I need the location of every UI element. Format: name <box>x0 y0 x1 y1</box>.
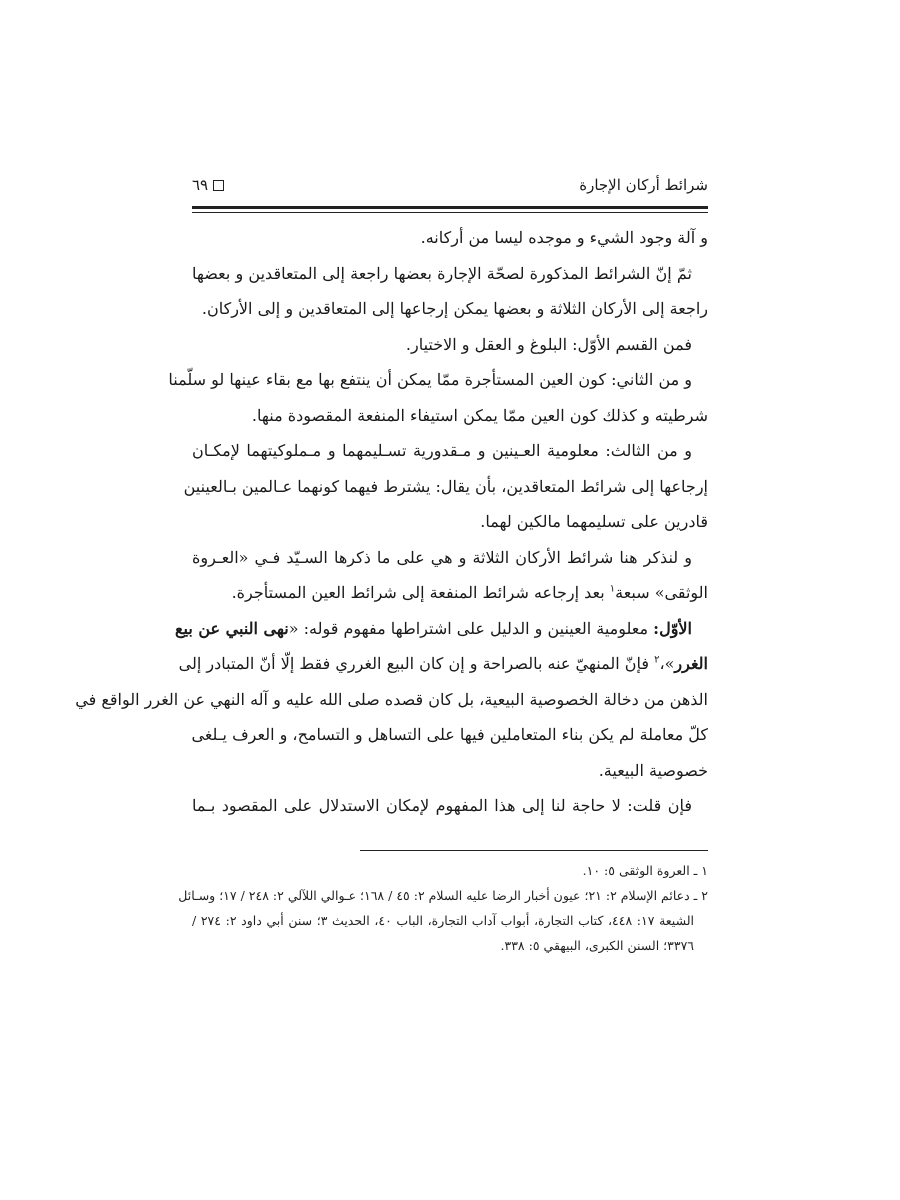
text-line: فمن القسم الأوّل: البلوغ و العقل و الاختيار. <box>405 334 692 354</box>
footnote-1: ١ ـ العروة الوثقى ٥: ١٠. <box>582 863 708 878</box>
header-rule-thick <box>192 206 708 209</box>
square-box-icon <box>213 180 224 191</box>
text-line: كلّ معاملة لم يكن بناء المتعاملين فيها على التساهل و التسامح، و العرف يـلغى <box>191 725 708 744</box>
text-span: »، <box>659 654 675 673</box>
footnote-2-line: ٣٣٧٦؛ السنن الكبرى، البيهقي ٥: ٣٣٨. <box>500 938 694 953</box>
text-line: الذهن من دخالة الخصوصية البيعية، بل كان قصده صلى الله عليه و آله النهي عن الغرر الواقع في <box>75 689 708 709</box>
text-span: معلومية العينين و الدليل على اشتراطها مفهوم قوله: « <box>288 618 654 638</box>
page-number-block <box>192 176 224 194</box>
page-number: ٦٩ <box>192 176 209 194</box>
text-line: و لنذكر هنا شرائط الأركان الثلاثة و هي على ما ذكرها السـيّد فـي «العـروة <box>192 547 692 567</box>
text-line: إرجاعها إلى شرائط المتعاقدين، بأن يقال: يشترط فيهما كونهما عـالمين بـالعينين <box>183 476 708 496</box>
text-line: قادرين على تسليمهما مالكين لهما. <box>480 512 708 531</box>
page-header <box>192 172 708 200</box>
text-line: ثمّ إنّ الشرائط المذكورة لصحّة الإجارة بعضها راجعة إلى المتعاقدين و بعضها <box>192 263 692 283</box>
footnotes <box>178 858 708 958</box>
bold-hadith-end: الغرر <box>674 654 708 673</box>
text-line: راجعة إلى الأركان الثلاثة و بعضها يمكن إرجاعها إلى المتعاقدين و إلى الأركان. <box>201 299 708 318</box>
header-rule-thin <box>192 212 708 213</box>
bold-hadith: نهى النبي عن بيع <box>175 618 289 638</box>
text-line <box>175 611 708 647</box>
text-span: الوثقى» سبعة <box>615 583 708 602</box>
text-line: فإن قلت: لا حاجة لنا إلى هذا المفهوم لإمكان الاستدلال على المقصود بـما <box>192 796 692 815</box>
text-span: فإنّ المنهيّ عنه بالصراحة و إن كان البيع الغرري فقط إلّا أنّ المتبادر إلى <box>178 654 655 673</box>
text-line <box>178 646 708 682</box>
text-line: و من الثاني: كون العين المستأجرة ممّا يمكن أن ينتفع بها مع بقاء عينها لو سلّمنا <box>168 370 692 389</box>
text-line <box>192 575 708 611</box>
running-title: شرائط أركان الإجارة <box>579 176 708 194</box>
footnote-ref-2: ٢ <box>654 654 660 666</box>
text-line: و آلة وجود الشيء و موجده ليسا من أركانه. <box>420 228 708 247</box>
text-line: خصوصية البيعية. <box>598 760 708 780</box>
footnote-2-line: ٢ ـ دعائم الإسلام ٢: ٢١؛ عيون أخبار الرضا عليه السلام ٢: ٤٥ / ١٦٨؛ عـوالي اللآلي ٢: ٢٤٨ / ١٧؛ وسـائل <box>178 888 708 903</box>
text-span: بعد إرجاعه شرائط المنفعة إلى شرائط العين المستأجرة. <box>231 583 610 602</box>
text-line: شرطيته و كذلك كون العين ممّا يمكن استيفاء المنفعة المقصودة منها. <box>251 405 708 425</box>
footnote-ref-1: ١ <box>609 583 616 595</box>
text-line: و من الثالث: معلومية العـينين و مـقدورية تسـليمهما و مـملوكيتهما لإمكـان <box>192 441 692 460</box>
footnote-separator <box>360 850 708 851</box>
main-text <box>75 220 708 824</box>
footnote-2-line: الشيعة ١٧: ٤٤٨، كتاب التجارة، أبواب آداب التجارة، الباب ٤٠، الحديث ٣؛ سنن أبي داود ٢: ٢٧٤ / <box>192 913 695 928</box>
bold-heading-first: الأوّل: <box>653 618 692 638</box>
